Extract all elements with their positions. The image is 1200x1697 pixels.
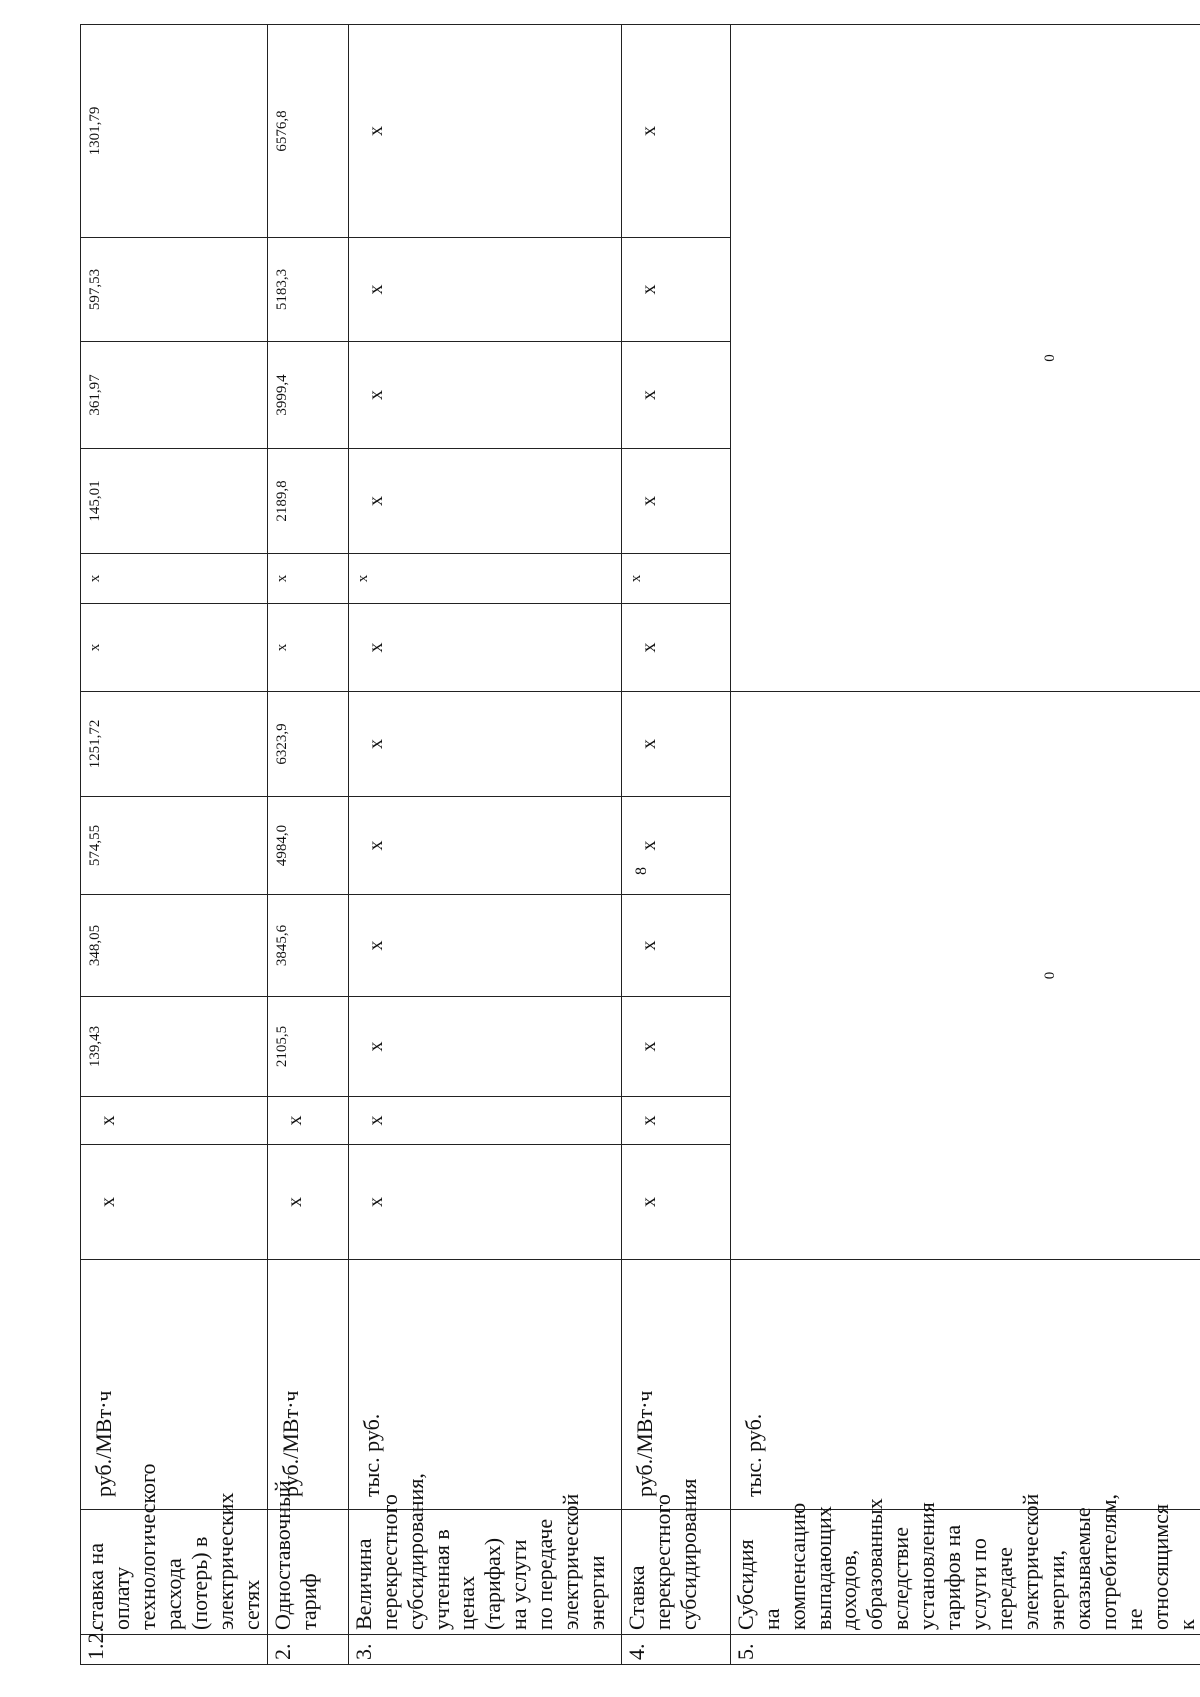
cell-value: х — [348, 797, 621, 895]
table-row — [621, 25, 730, 1665]
row-unit: руб./МВт·ч — [81, 1260, 268, 1510]
cell-value: х — [81, 554, 268, 604]
cell-value: х — [348, 895, 621, 997]
cell-value: х — [621, 997, 730, 1097]
cell-value: 1301,79 — [81, 25, 268, 238]
cell-value: х — [621, 1097, 730, 1145]
cell-value: х — [621, 342, 730, 449]
row-label: Одноставочный тариф — [267, 1510, 348, 1635]
cell-value: 145,01 — [81, 449, 268, 554]
cell-value: х — [621, 1145, 730, 1260]
table-row — [267, 25, 348, 1665]
row-number: 3. — [348, 1635, 621, 1665]
cell-value: х — [81, 1097, 268, 1145]
cell-value: х — [267, 604, 348, 692]
cell-value: 2189,8 — [267, 449, 348, 554]
cell-value: х — [348, 1145, 621, 1260]
row-unit: тыс. руб. — [348, 1260, 621, 1510]
cell-value: х — [348, 692, 621, 797]
cell-value: х — [621, 604, 730, 692]
cell-value: 5183,3 — [267, 238, 348, 342]
row-number: 5. — [730, 1635, 1200, 1665]
row-label: Ставка перекрестного субсидирования — [621, 1510, 730, 1635]
table-row — [348, 25, 621, 1665]
cell-value: х — [621, 692, 730, 797]
page-number: 8 — [633, 867, 650, 875]
cell-value: х — [81, 604, 268, 692]
cell-value: х — [267, 1145, 348, 1260]
cell-value: х — [621, 238, 730, 342]
cell-value: х — [621, 449, 730, 554]
tariff-table — [80, 24, 1200, 1665]
cell-value: 2105,5 — [267, 997, 348, 1097]
cell-value: х — [348, 1097, 621, 1145]
cell-value: х — [348, 554, 621, 604]
cell-value: 4984,0 — [267, 797, 348, 895]
cell-value: 6576,8 — [267, 25, 348, 238]
table-row — [730, 25, 1200, 1665]
row-number: 2. — [267, 1635, 348, 1665]
cell-value: х — [348, 342, 621, 449]
cell-value: 3999,4 — [267, 342, 348, 449]
row-number: 4. — [621, 1635, 730, 1665]
cell-value: х — [81, 1145, 268, 1260]
cell-value: 6323,9 — [267, 692, 348, 797]
cell-value: х — [348, 25, 621, 238]
cell-value: х — [267, 554, 348, 604]
cell-value: х — [348, 997, 621, 1097]
cell-value: х — [621, 554, 730, 604]
row-label: Субсидия на компенсацию выпадающих доходов, образованных вследствие установления тарифов на услуги по передаче электрической энергии, оказываемые потребителям, не относящимся к — [730, 1510, 1200, 1635]
row-unit: руб./МВт·ч — [267, 1260, 348, 1510]
cell-value: 574,55 — [81, 797, 268, 895]
cell-value: х — [621, 25, 730, 238]
row-number: 1.2. — [81, 1635, 268, 1665]
row-label: ставка на оплату технологического расхода (потерь) в электрических сетях — [81, 1510, 268, 1635]
cell-value: 1251,72 — [81, 692, 268, 797]
cell-value: х — [348, 449, 621, 554]
cell-value: 139,43 — [81, 997, 268, 1097]
row-label: Величина перекрестного субсидирования, учтенная в ценах (тарифах) на услуги по передаче электрической энергии — [348, 1510, 621, 1635]
cell-value: х — [621, 797, 730, 895]
merged-value-cell: 0 — [730, 25, 1200, 692]
row-unit: тыс. руб. — [730, 1260, 1200, 1510]
cell-value: 3845,6 — [267, 895, 348, 997]
cell-value: х — [348, 238, 621, 342]
cell-value: х — [348, 604, 621, 692]
cell-value: 361,97 — [81, 342, 268, 449]
rotated-table-container — [80, 25, 1200, 1665]
cell-value: х — [267, 1097, 348, 1145]
merged-value-cell: 0 — [730, 692, 1200, 1260]
cell-value: 597,53 — [81, 238, 268, 342]
table-row — [81, 25, 268, 1665]
cell-value: 348,05 — [81, 895, 268, 997]
row-unit: руб./МВт·ч — [621, 1260, 730, 1510]
cell-value: х — [621, 895, 730, 997]
